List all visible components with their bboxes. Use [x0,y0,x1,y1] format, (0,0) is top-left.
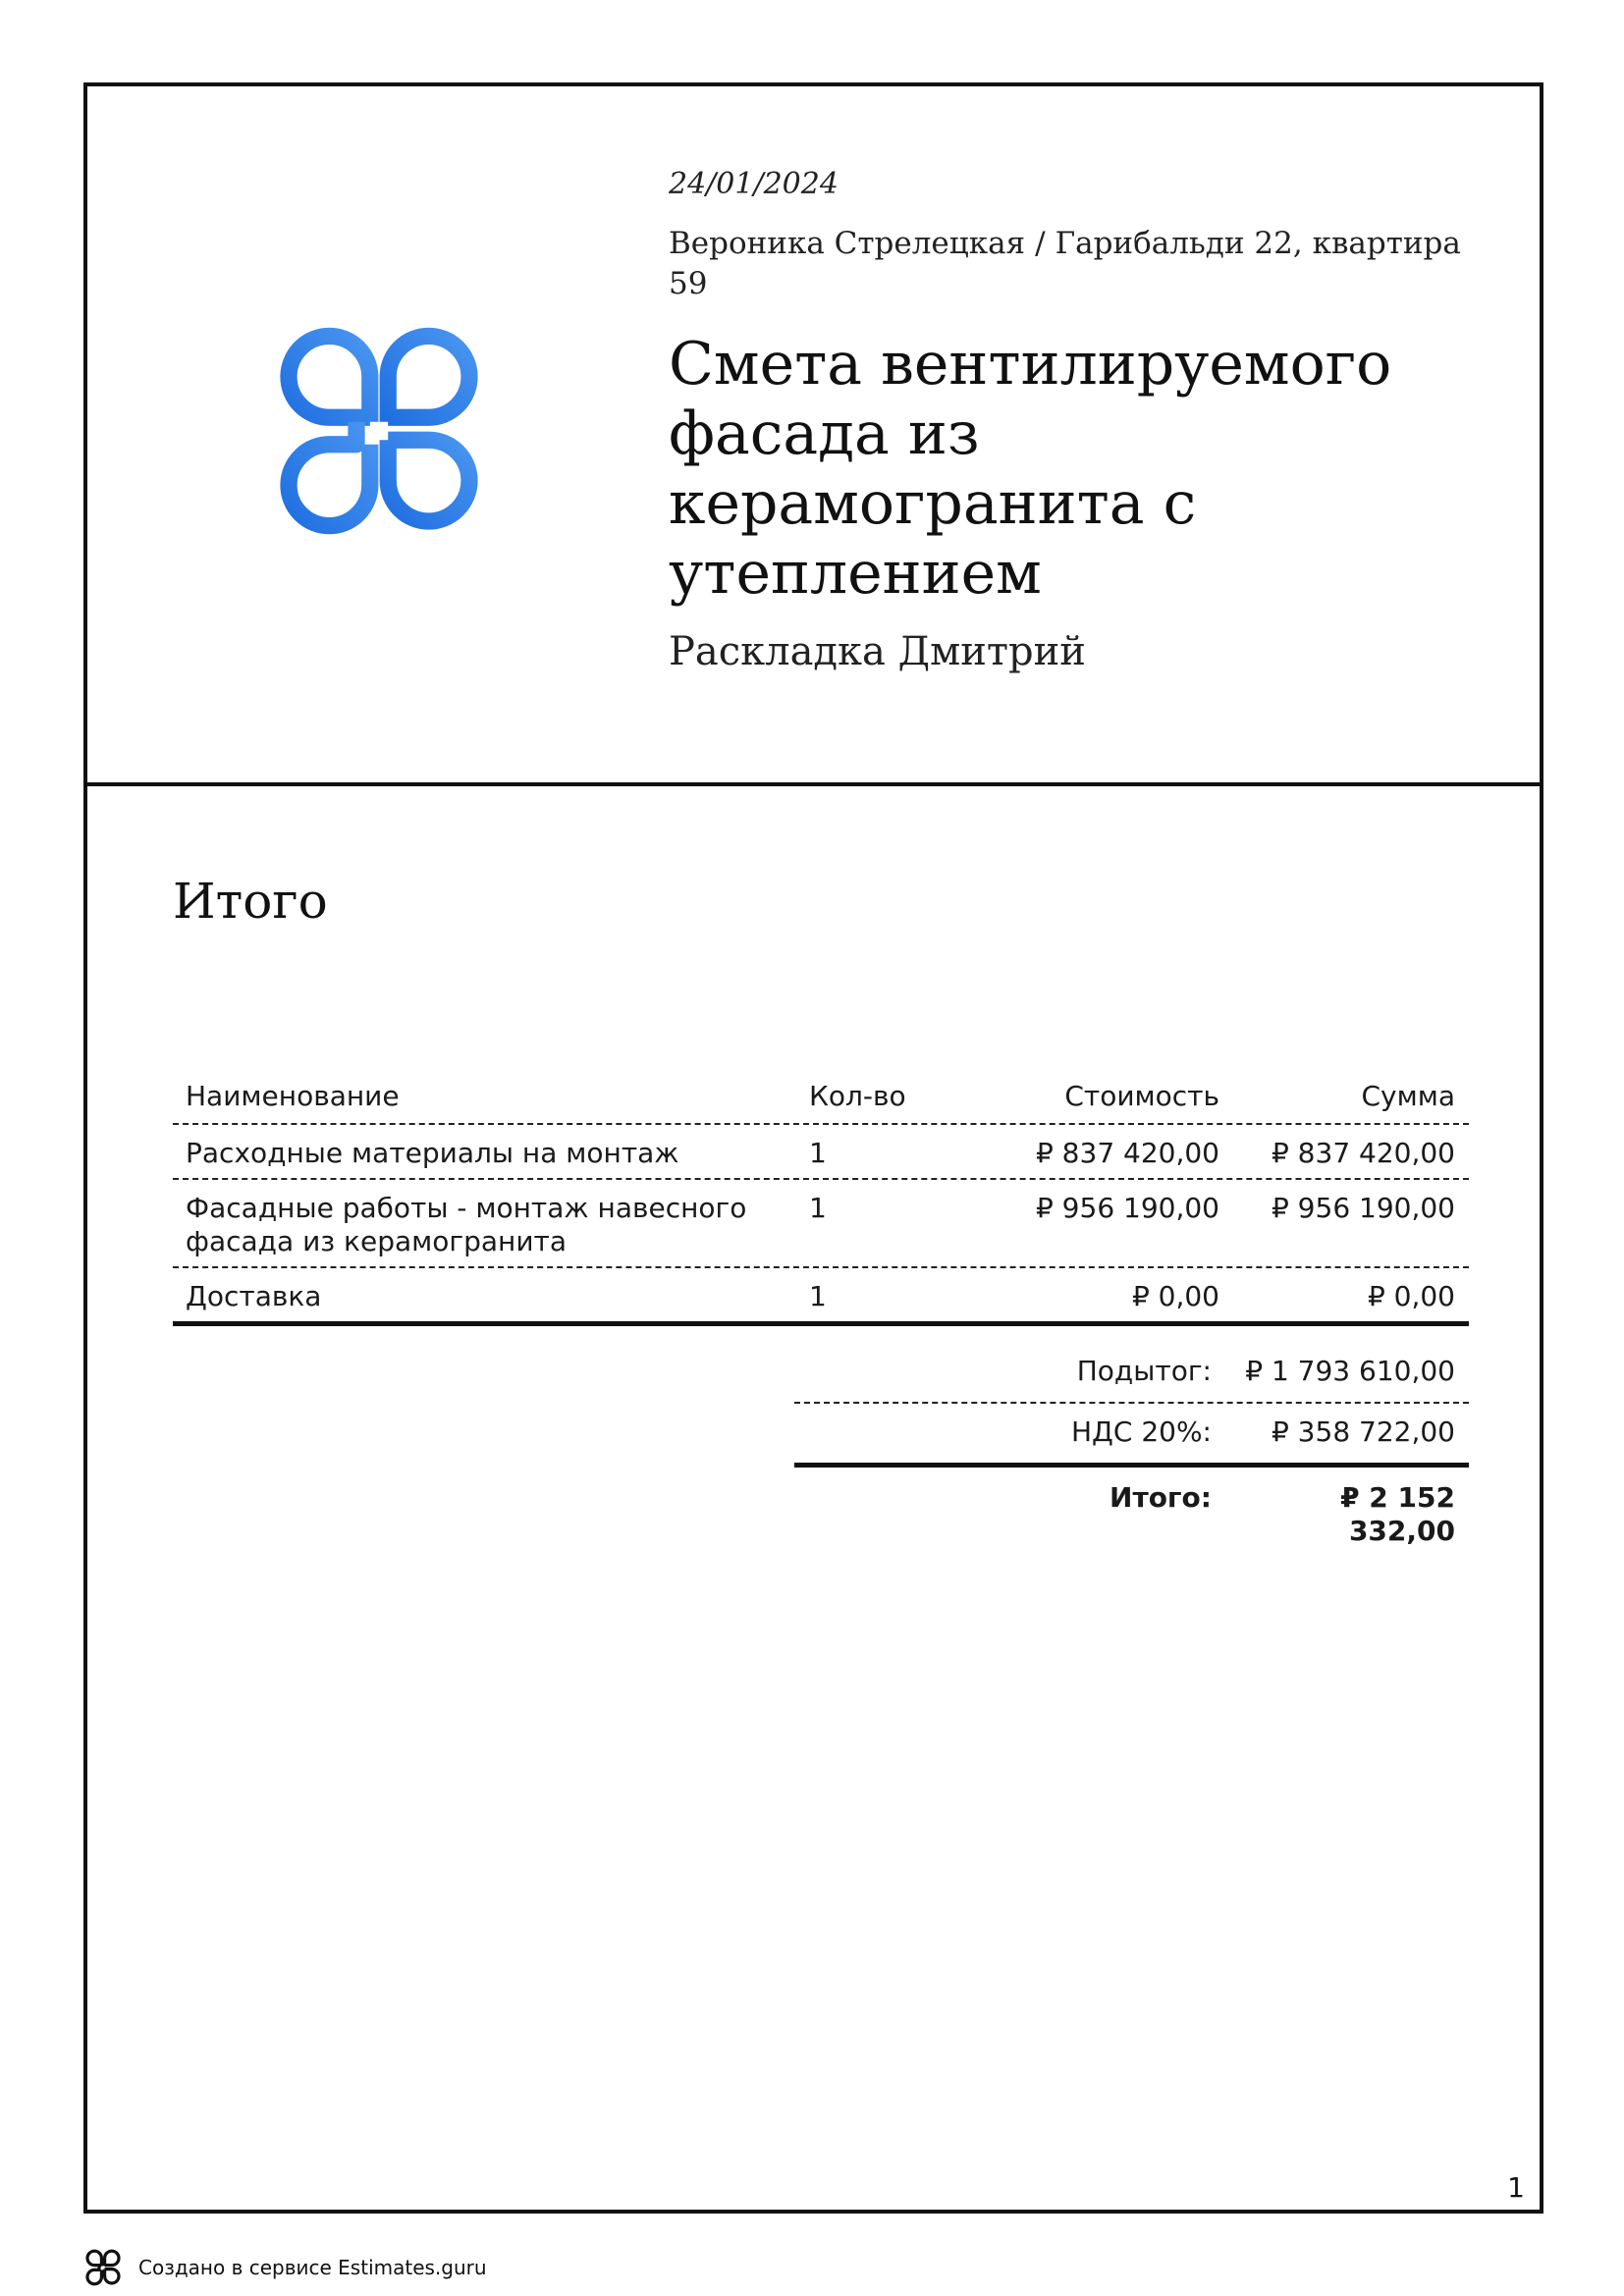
document-date: 24/01/2024 [669,167,839,201]
table-row [173,1180,1469,1268]
table-row [173,1268,1469,1326]
row-sum: ₽ 956 190,00 [1271,1192,1455,1224]
vat-row [794,1404,1469,1468]
clover-icon [266,318,492,544]
column-header-sum: Сумма [1361,1080,1455,1112]
column-header-price: Стоимость [1064,1080,1219,1112]
page-number: 1 [1507,2171,1525,2204]
row-sum: ₽ 837 420,00 [1271,1137,1455,1169]
summary-title: Итого [173,873,328,930]
page-frame [83,82,1543,2214]
total-row [794,1468,1469,1562]
row-name: Доставка [186,1280,322,1312]
row-qty: 1 [809,1137,827,1169]
row-price: ₽ 837 420,00 [1035,1137,1219,1169]
client-address: Гарибальди 22, квартира 59 [669,226,1461,301]
column-header-name: Наименование [186,1080,400,1112]
row-name: Фасадные работы - монтаж навесного фасада из керамогранита [186,1192,747,1257]
document-title: Смета вентилируемого фасада из керамогранита с утеплением [669,330,1392,608]
document-author: Раскладка Дмитрий [669,629,1086,674]
footer [83,2248,487,2287]
client-line [669,224,1474,304]
footer-text: Создано в сервисе Estimates.guru [138,2256,487,2279]
client-separator: / [1035,226,1046,261]
document-header [87,86,1540,786]
row-qty: 1 [809,1192,827,1224]
summary-table [173,1068,1469,1326]
table-header-row [173,1068,1469,1125]
client-name: Вероника Стрелецкая [669,226,1026,261]
row-sum: ₽ 0,00 [1367,1280,1455,1312]
total-value: ₽ 2 152 332,00 [1340,1481,1455,1547]
header-meta [669,165,1474,677]
column-header-qty: Кол-во [809,1080,906,1112]
row-price: ₽ 0,00 [1131,1280,1219,1312]
subtotal-label: Подытог: [1076,1355,1212,1387]
subtotal-row [794,1343,1469,1404]
vat-value: ₽ 358 722,00 [1271,1415,1455,1448]
totals-block [794,1343,1469,1562]
row-name: Расходные материалы на монтаж [186,1137,679,1169]
vat-label: НДС 20%: [1070,1415,1212,1448]
row-price: ₽ 956 190,00 [1035,1192,1219,1224]
clover-icon [83,2248,123,2287]
row-qty: 1 [809,1280,827,1312]
table-row [173,1125,1469,1180]
subtotal-value: ₽ 1 793 610,00 [1245,1355,1455,1387]
total-label: Итого: [1110,1481,1212,1514]
